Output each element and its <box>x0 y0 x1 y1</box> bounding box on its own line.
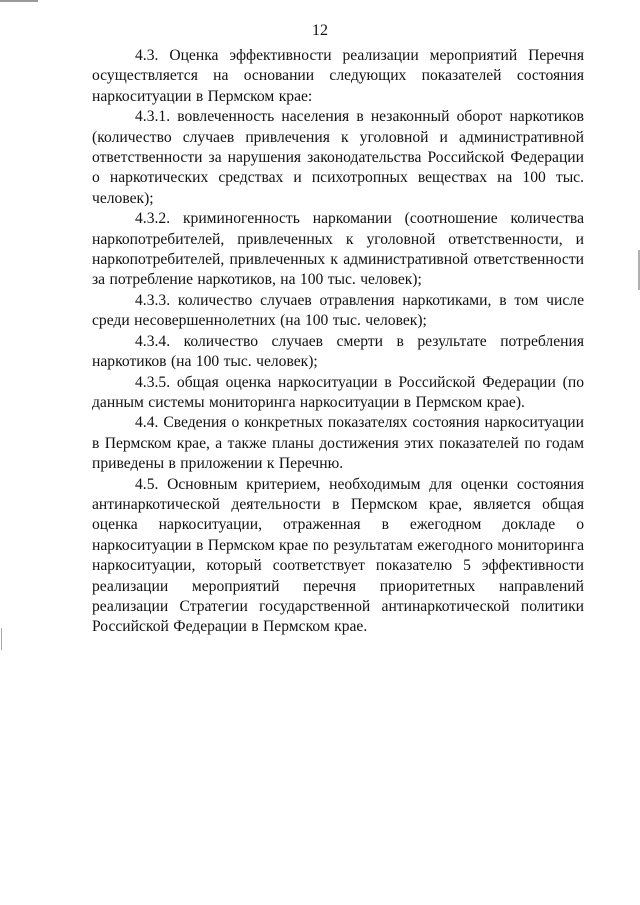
paragraph-4-3-5: 4.3.5. общая оценка наркоситуации в Российской Федерации (по данным системы мониторинга наркоситуации в Пермском крае). <box>92 373 584 411</box>
paragraph-4-3-1: 4.3.1. вовлеченность населения в незаконный оборот наркотиков (количество случаев привлечения к уголовной и административной ответственности за нарушения законодательства Российской Федерации о наркотических средствах и психотропных веществах на 100 тыс. человек); <box>92 108 584 207</box>
paragraph-4-4: 4.4. Сведения о конкретных показателях состояния наркоситуации в Пермском крае, а также планы достижения этих показателей по годам приведены в приложении к Перечню. <box>92 414 584 473</box>
document-body <box>92 46 584 638</box>
paragraph-4-3-4: 4.3.4. количество случаев смерти в результате потребления наркотиков (на 100 тыс. человек); <box>92 332 584 371</box>
paragraph-4-5: 4.5. Основным критерием, необходимым для оценки состояния антинаркотической деятельности в Пермском крае, является общая оценка наркоситуации, отраженная в ежегодном докладе о наркоситуации в Пермском крае по результатам ежегодного мониторинга наркоситуации, который соответствует показателю 5 эффективности реализации мероприятий перечня приоритетных направлений реализации Стратегии государственной антинаркотической политики Российской Федерации в Пермском крае. <box>92 475 584 636</box>
paragraph-4-3-3: 4.3.3. количество случаев отравления наркотиками, в том числе среди несовершеннолетних (на 100 тыс. человек); <box>92 291 584 330</box>
scan-edge-mark <box>0 0 38 2</box>
page-number: 12 <box>312 22 328 39</box>
paragraph-4-3: 4.3. Оценка эффективности реализации мероприятий Перечня осуществляется на основании следующих показателей состояния наркоситуации в Пермском крае: <box>92 47 584 105</box>
paragraph-4-3-2: 4.3.2. криминогенность наркомании (соотношение количества наркопотребителей, привлеченных к уголовной ответственности, и наркопотребителей, привлеченных к административной ответственности за потребление наркотиков, на 100 тыс. человек); <box>92 210 584 289</box>
scan-edge-mark <box>1 628 2 650</box>
